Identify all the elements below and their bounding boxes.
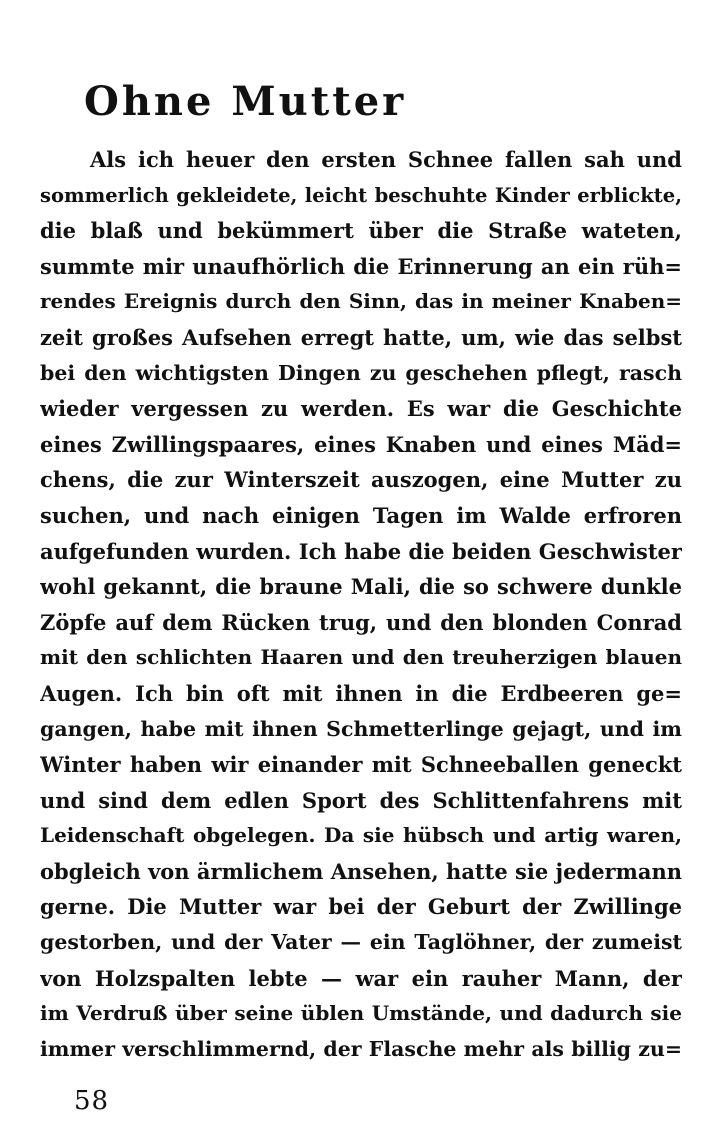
text-line: Zöpfe auf dem Rücken trug, und den blonden Conrad [40, 609, 682, 635]
text-line: bei den wichtigsten Dingen zu geschehen pflegt, rasch [40, 360, 682, 385]
text-line: Leidenschaft obgelegen. Da sie hübsch und artig waren, [40, 823, 682, 848]
text-line: gerne. Die Mutter war bei der Geburt der Zwillinge [40, 894, 682, 920]
text-line: und sind dem edlen Sport des Schlittenfahrens mit [40, 787, 682, 813]
text-line: sommerlich gekleidete, leicht beschuhte Kinder erblickte, [40, 183, 682, 207]
text-line: mit den schlichten Haaren und den treuherzigen blauen [40, 645, 682, 670]
text-line: Als ich heuer den ersten Schnee fallen sah und [90, 147, 682, 172]
page-number: 58 [74, 1086, 110, 1116]
text-line: immer verschlimmernd, der Flasche mehr als billig zu= [40, 1036, 682, 1061]
text-line: Augen. Ich bin oft mit ihnen in die Erdbeeren ge= [40, 680, 682, 706]
text-line: wieder vergessen zu werden. Es war die Geschichte [40, 396, 682, 422]
text-line: obgleich von ärmlichem Ansehen, hatte sie jedermann [40, 858, 682, 884]
text-line: suchen, und nach einigen Tagen im Walde erfroren [40, 502, 682, 528]
text-line: gangen, habe mit ihnen Schmetterlinge gejagt, und im [40, 716, 682, 741]
chapter-title: Ohne Mutter [84, 78, 407, 125]
text-line: die blaß und bekümmert über die Straße wateten, [40, 218, 682, 244]
text-line: zeit großes Aufsehen erregt hatte, um, wie das selbst [40, 324, 682, 350]
text-line: aufgefunden wurden. Ich habe die beiden Geschwister [40, 538, 682, 564]
text-line: eines Zwillingspaares, eines Knaben und eines Mäd= [40, 431, 682, 457]
text-line: von Holzspalten lebte — war ein rauher Mann, der [40, 965, 682, 991]
text-line: rendes Ereignis durch den Sinn, das in meiner Knaben= [40, 289, 682, 314]
body-text [40, 142, 682, 1067]
text-line: wohl gekannt, die braune Mali, die so schwere dunkle [40, 574, 682, 600]
text-line: gestorben, und der Vater — ein Taglöhner, der zumeist [40, 930, 682, 955]
text-line: Winter haben wir einander mit Schneeballen geneckt [40, 752, 682, 778]
text-line: im Verdruß über seine üblen Umstände, und dadurch sie [40, 1001, 682, 1026]
text-line: chens, die zur Winterszeit auszogen, eine Mutter zu [40, 467, 682, 493]
text-line: summte mir unaufhörlich die Erinnerung an ein rüh= [40, 253, 682, 279]
